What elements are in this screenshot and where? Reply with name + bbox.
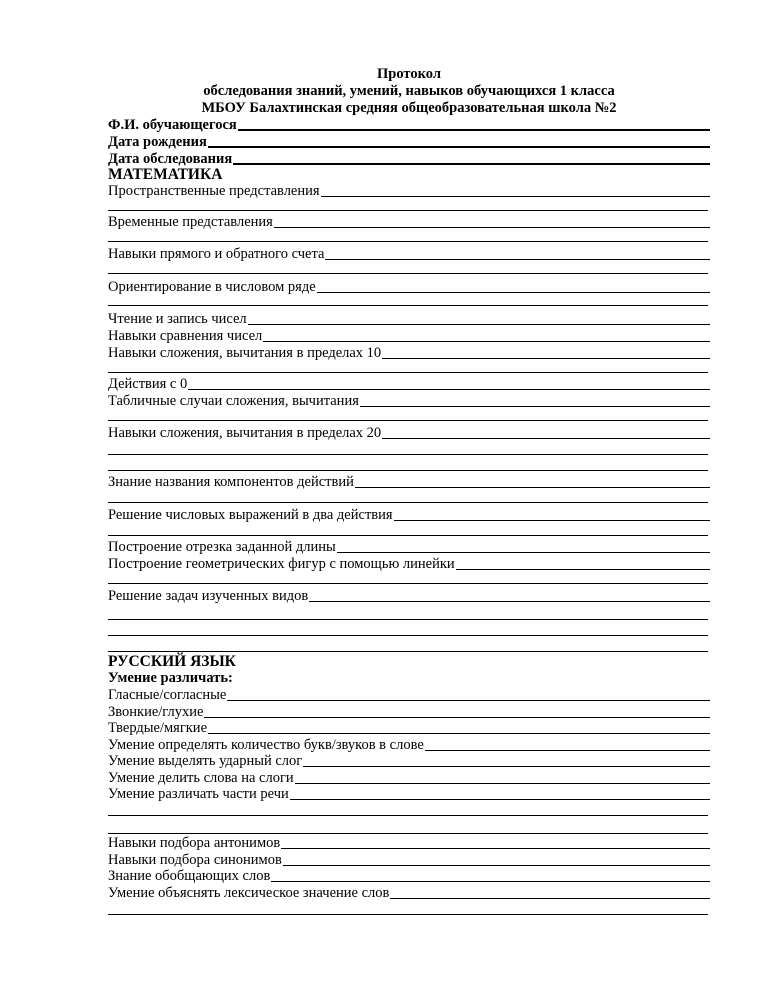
document-title: Протокол	[377, 66, 441, 82]
math-item-label: Временные представления	[108, 214, 273, 230]
exam-date-line[interactable]	[233, 163, 710, 165]
answer-line[interactable]	[295, 783, 710, 784]
math-item[interactable]	[108, 474, 710, 491]
russian-item-label: Звонкие/глухие	[108, 704, 204, 720]
math-item-label: Пространственные представления	[108, 183, 320, 199]
answer-line[interactable]	[283, 865, 710, 866]
blank-answer-line[interactable]	[108, 619, 708, 620]
blank-answer-line[interactable]	[108, 470, 708, 471]
russian-item[interactable]	[108, 852, 710, 869]
russian-item[interactable]	[108, 687, 710, 704]
birth-date-field[interactable]	[108, 134, 710, 151]
blank-answer-line[interactable]	[108, 454, 708, 455]
answer-line[interactable]	[390, 898, 710, 899]
exam-date-label: Дата обследования	[108, 151, 233, 167]
math-item[interactable]	[108, 311, 710, 328]
russian-item-label: Умение объяснять лексическое значение слов	[108, 885, 390, 901]
russian-item[interactable]	[108, 835, 710, 852]
math-item-label: Табличные случаи сложения, вычитания	[108, 393, 359, 409]
math-item-label: Действия с 0	[108, 376, 188, 392]
math-item[interactable]	[108, 214, 710, 231]
answer-line[interactable]	[263, 341, 710, 342]
answer-line[interactable]	[355, 487, 710, 488]
school-name: МБОУ Балахтинская средняя общеобразовательная школа №2	[201, 100, 617, 116]
math-item[interactable]	[108, 246, 710, 263]
math-item-label: Навыки сравнения чисел	[108, 328, 263, 344]
math-item-label: Чтение и запись чисел	[108, 311, 247, 327]
answer-line[interactable]	[188, 389, 710, 390]
math-item-label: Навыки сложения, вычитания в пределах 10	[108, 345, 382, 361]
answer-line[interactable]	[309, 601, 710, 602]
blank-answer-line[interactable]	[108, 502, 708, 503]
russian-subheading: Умение различать:	[108, 670, 233, 686]
russian-item[interactable]	[108, 753, 710, 770]
blank-answer-line[interactable]	[108, 535, 708, 536]
math-item-label: Построение отрезка заданной длины	[108, 539, 336, 555]
math-item[interactable]	[108, 556, 710, 573]
russian-item-label: Умение различать части речи	[108, 786, 289, 802]
answer-line[interactable]	[208, 733, 710, 734]
russian-item[interactable]	[108, 770, 710, 787]
math-item-label: Ориентирование в числовом ряде	[108, 279, 316, 295]
birth-date-label: Дата рождения	[108, 134, 207, 150]
student-name-line[interactable]	[238, 129, 710, 131]
blank-answer-line[interactable]	[108, 815, 708, 816]
answer-line[interactable]	[271, 881, 710, 882]
math-item-label: Знание названия компонентов действий	[108, 474, 354, 490]
math-item[interactable]	[108, 183, 710, 200]
blank-answer-line[interactable]	[108, 635, 708, 636]
russian-item-label: Умение определять количество букв/звуков в слове	[108, 737, 424, 753]
answer-line[interactable]	[204, 717, 710, 718]
answer-line[interactable]	[394, 520, 710, 521]
answer-line[interactable]	[425, 750, 710, 751]
russian-item[interactable]	[108, 786, 710, 803]
blank-answer-line[interactable]	[108, 583, 708, 584]
blank-answer-line[interactable]	[108, 372, 708, 373]
math-item[interactable]	[108, 393, 710, 410]
student-name-field[interactable]	[108, 117, 710, 134]
answer-line[interactable]	[382, 438, 710, 439]
math-item[interactable]	[108, 507, 710, 524]
math-item-label: Навыки сложения, вычитания в пределах 20	[108, 425, 382, 441]
blank-answer-line[interactable]	[108, 273, 708, 274]
russian-item[interactable]	[108, 720, 710, 737]
birth-date-line[interactable]	[208, 146, 710, 148]
russian-item-label: Навыки подбора синонимов	[108, 852, 282, 868]
math-heading: МАТЕМАТИКА	[108, 166, 223, 183]
russian-item[interactable]	[108, 868, 710, 885]
answer-line[interactable]	[325, 259, 710, 260]
math-item[interactable]	[108, 425, 710, 442]
answer-line[interactable]	[281, 848, 710, 849]
blank-answer-line[interactable]	[108, 305, 708, 306]
math-item-label: Решение задач изученных видов	[108, 588, 309, 604]
russian-item-label: Навыки подбора антонимов	[108, 835, 281, 851]
russian-item[interactable]	[108, 737, 710, 754]
math-item[interactable]	[108, 376, 710, 393]
russian-item-label: Знание обобщающих слов	[108, 868, 271, 884]
answer-line[interactable]	[360, 406, 710, 407]
answer-line[interactable]	[248, 324, 710, 325]
math-item[interactable]	[108, 328, 710, 345]
blank-answer-line[interactable]	[108, 420, 708, 421]
math-item[interactable]	[108, 539, 710, 556]
blank-answer-line[interactable]	[108, 651, 708, 652]
russian-heading: РУССКИЙ ЯЗЫК	[108, 653, 236, 670]
math-item[interactable]	[108, 588, 710, 605]
russian-item-label: Твердые/мягкие	[108, 720, 208, 736]
blank-answer-line[interactable]	[108, 914, 708, 915]
math-item[interactable]	[108, 279, 710, 296]
russian-item-label: Умение выделять ударный слог	[108, 753, 303, 769]
student-name-label: Ф.И. обучающегося	[108, 117, 237, 133]
math-item-label: Навыки прямого и обратного счета	[108, 246, 325, 262]
math-item-label: Построение геометрических фигур с помощью линейки	[108, 556, 455, 572]
answer-line[interactable]	[337, 552, 710, 553]
math-item[interactable]	[108, 345, 710, 362]
answer-line[interactable]	[317, 292, 710, 293]
russian-item[interactable]	[108, 885, 710, 902]
answer-line[interactable]	[456, 569, 710, 570]
answer-line[interactable]	[274, 227, 710, 228]
russian-item-label: Умение делить слова на слоги	[108, 770, 294, 786]
answer-line[interactable]	[303, 766, 710, 767]
blank-answer-line[interactable]	[108, 833, 708, 834]
blank-answer-line[interactable]	[108, 210, 708, 211]
answer-line[interactable]	[382, 358, 710, 359]
russian-item[interactable]	[108, 704, 710, 721]
russian-item-label: Гласные/согласные	[108, 687, 227, 703]
answer-line[interactable]	[321, 196, 710, 197]
answer-line[interactable]	[227, 700, 710, 701]
math-item-label: Решение числовых выражений в два действия	[108, 507, 393, 523]
blank-answer-line[interactable]	[108, 241, 708, 242]
answer-line[interactable]	[290, 799, 710, 800]
document-subtitle: обследования знаний, умений, навыков обучающихся 1 класса	[203, 83, 615, 99]
